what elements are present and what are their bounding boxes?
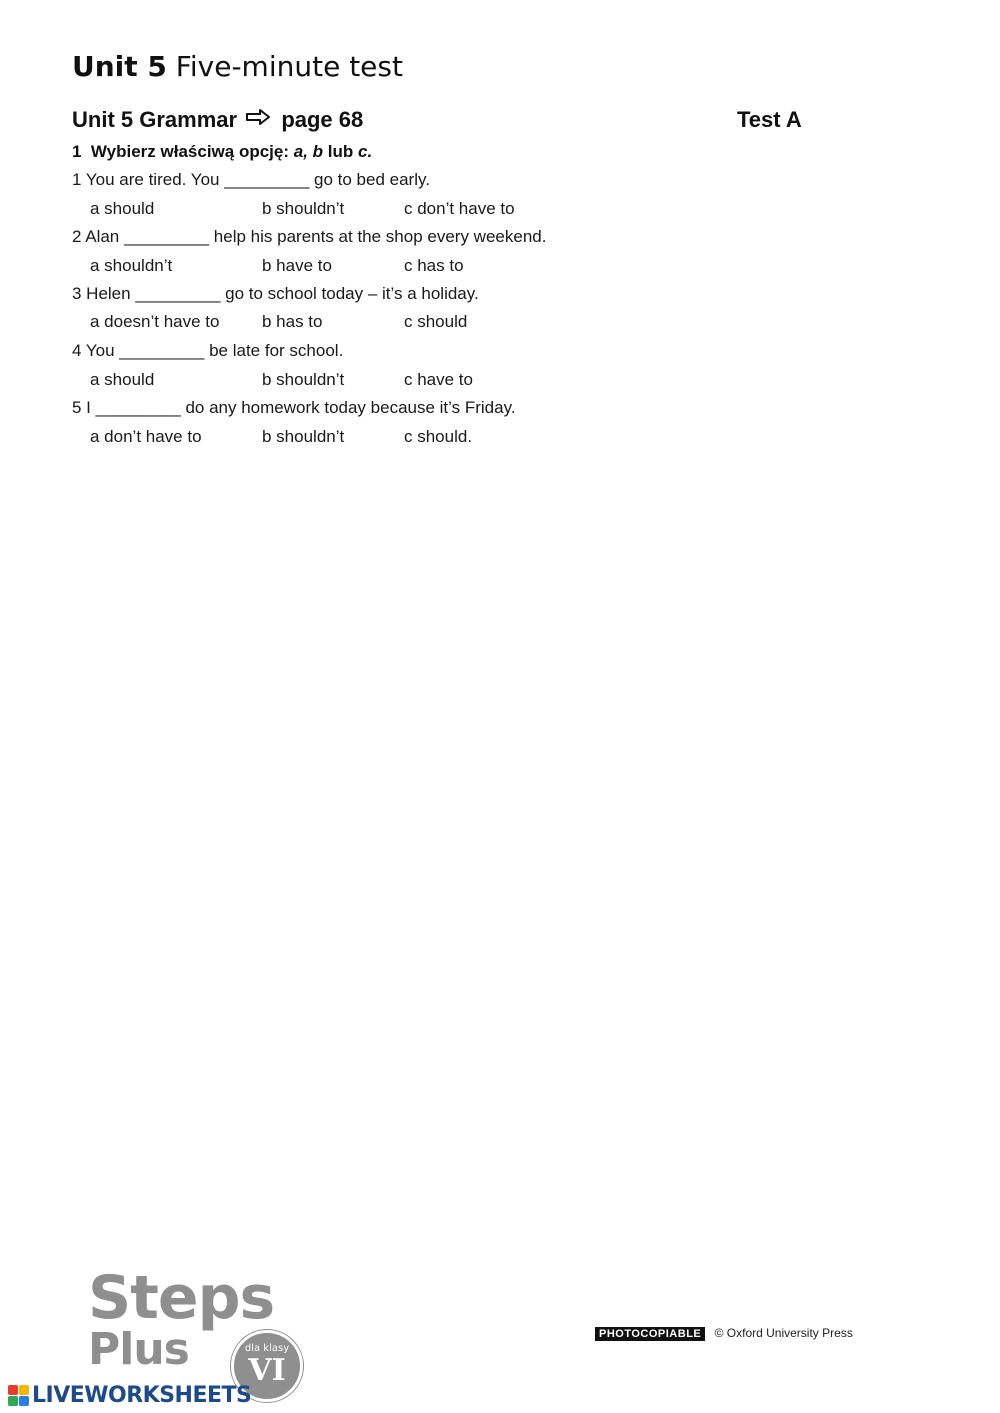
instruction-text: Wybierz właściwą opcję:	[90, 142, 290, 161]
grade-badge-number: VI	[248, 1353, 286, 1388]
q5-option-a[interactable]: a don’t have to	[90, 427, 202, 446]
title-text: Five-minute test	[175, 50, 403, 83]
steps-plus-logo	[88, 1263, 318, 1393]
instruction-opt-a: a,	[293, 142, 308, 161]
logo-steps-text: Steps	[88, 1263, 275, 1333]
instruction-opt-c: c.	[358, 142, 373, 161]
instruction-number: 1	[72, 142, 82, 161]
instruction-connector: lub	[327, 142, 354, 161]
test-label: Test A	[737, 107, 802, 132]
question-5: 5 I _________ do any homework today because it’s Friday.	[72, 398, 516, 417]
q1-option-c[interactable]: c don’t have to	[404, 199, 515, 218]
question-4: 4 You _________ be late for school.	[72, 341, 344, 360]
question-1: 1 You are tired. You _________ go to bed early.	[72, 170, 430, 189]
q2-option-b[interactable]: b have to	[262, 256, 332, 275]
instruction-opt-b: b	[312, 142, 324, 161]
q4-option-c[interactable]: c have to	[404, 370, 473, 389]
page-title	[72, 50, 403, 83]
grade-badge-caption: dla klasy	[244, 1343, 290, 1354]
question-2: 2 Alan _________ help his parents at the shop every weekend.	[72, 227, 547, 246]
q3-option-a[interactable]: a doesn’t have to	[90, 312, 220, 331]
copyright-text: © Oxford University Press	[714, 1326, 853, 1340]
section-label: Unit 5 Grammar	[72, 107, 238, 132]
q4-option-b[interactable]: b shouldn’t	[262, 370, 345, 389]
liveworksheets-logo-icon	[8, 1385, 30, 1407]
q3-option-c[interactable]: c should	[404, 312, 468, 331]
q5-option-b[interactable]: b shouldn’t	[262, 427, 345, 446]
q1-option-b[interactable]: b shouldn’t	[262, 199, 345, 218]
q2-option-a[interactable]: a shouldn’t	[90, 256, 173, 275]
photocopiable-label: PHOTOCOPIABLE	[595, 1327, 705, 1341]
logo-plus-text: Plus	[88, 1324, 189, 1375]
q2-option-c[interactable]: c has to	[404, 256, 464, 275]
liveworksheets-text: LIVEWORKSHEETS	[32, 1383, 252, 1408]
q1-option-a[interactable]: a should	[90, 199, 155, 218]
q3-option-b[interactable]: b has to	[262, 312, 323, 331]
page-reference: page 68	[281, 107, 364, 132]
section-heading	[72, 107, 363, 133]
q5-option-c[interactable]: c should.	[404, 427, 473, 446]
arrow-right-icon	[245, 109, 271, 125]
question-3: 3 Helen _________ go to school today – it’s a holiday.	[72, 284, 479, 303]
q4-option-a[interactable]: a should	[90, 370, 155, 389]
instruction	[72, 142, 372, 162]
footer-copyright	[595, 1326, 853, 1341]
title-unit: Unit 5	[72, 50, 167, 83]
